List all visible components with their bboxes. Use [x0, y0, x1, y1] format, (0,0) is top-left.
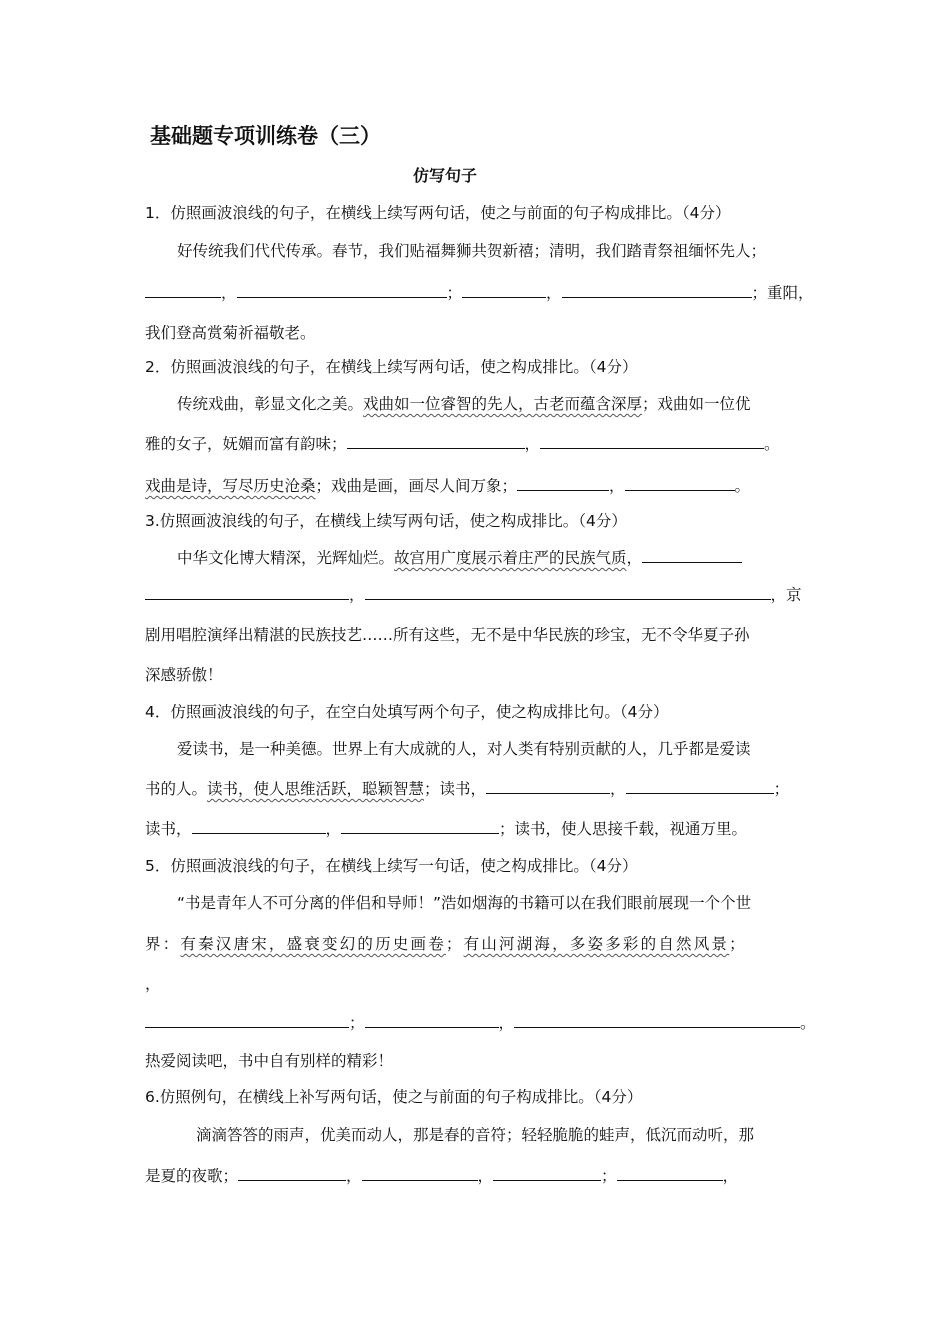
- q5-line5: 热爱阅读吧，书中自有别样的精彩！: [145, 1052, 394, 1070]
- q2-line3: 戏曲是诗，写尽历史沧桑；戏曲是画，画尽人间万象； ， 。: [145, 477, 751, 495]
- answer-blank[interactable]: [192, 818, 326, 834]
- q3-line2: ， ，京: [145, 584, 802, 606]
- q2-line2: 雅的女子，妩媚而富有韵味； ， 。: [145, 435, 780, 453]
- answer-blank[interactable]: [617, 1165, 723, 1181]
- answer-blank[interactable]: [362, 1165, 478, 1181]
- q5-line2: 界：有秦汉唐宋，盛衰变幻的历史画卷；有山河湖海，多姿多彩的自然风景；: [145, 935, 747, 953]
- answer-blank[interactable]: [341, 818, 499, 834]
- answer-blank[interactable]: [237, 282, 447, 298]
- answer-blank[interactable]: [145, 584, 349, 600]
- answer-blank[interactable]: [493, 1165, 601, 1181]
- q6-line2: 是夏的夜歌； ， ， ； ，: [145, 1167, 739, 1185]
- q4-instruction: 4．仿照画波浪线的句子，在空白处填写两个句子，使之构成排比句。（4分）: [145, 703, 669, 721]
- wavy-sentence: 有秦汉唐宋，盛衰变幻的历史画卷: [180, 935, 446, 953]
- answer-blank[interactable]: [562, 282, 752, 298]
- wavy-sentence: 戏曲如一位睿智的先人，古老而蕴含深厚: [363, 395, 643, 413]
- wavy-sentence: 故宫用广度展示着庄严的民族气质: [394, 549, 627, 567]
- answer-blank[interactable]: [517, 475, 609, 491]
- q4-line3: 读书， ， ；读书，使人思接千载，视通万里。: [145, 820, 748, 838]
- q2-instruction: 2．仿照画波浪线的句子，在横线上续写两句话，使之构成排比。（4分）: [145, 358, 638, 376]
- answer-blank[interactable]: [486, 778, 610, 794]
- wavy-sentence: 戏曲是诗，写尽历史沧桑: [145, 477, 316, 495]
- answer-blank[interactable]: [347, 433, 525, 449]
- q2-line1: 传统戏曲，彰显文化之美。戏曲如一位睿智的先人，古老而蕴含深厚；戏曲如一位优: [177, 395, 751, 413]
- answer-blank[interactable]: [145, 282, 221, 298]
- q1-fill-line: ， ； ， ；重阳，: [145, 282, 814, 304]
- q1-end: 我们登高赏菊祈福敬老。: [145, 324, 316, 342]
- page-title: 基础题专项训练卷（三）: [150, 124, 381, 148]
- answer-blank[interactable]: [540, 433, 764, 449]
- q4-line1: 爱读书，是一种美德。世界上有大成就的人，对人类有特别贡献的人，几乎都是爱读: [177, 740, 751, 758]
- q1-instruction: 1．仿照画波浪线的句子，在横线上续写两句话，使之与前面的句子构成排比。（4分）: [145, 204, 731, 222]
- answer-blank[interactable]: [642, 547, 742, 563]
- q1-text: 好传统我们代代传承。春节，我们贴福舞狮共贺新禧；清明，我们踏青祭祖缅怀先人；: [177, 242, 767, 260]
- q5-instruction: 5．仿照画波浪线的句子，在横线上续写一句话，使之构成排比。（4分）: [145, 857, 638, 875]
- q3-line3: 剧用唱腔演绎出精湛的民族技艺……所有这些，无不是中华民族的珍宝，无不令华夏子孙: [145, 626, 750, 644]
- answer-blank[interactable]: [462, 282, 546, 298]
- q5-line3: ，: [145, 975, 161, 993]
- q3-instruction: 3.仿照画波浪线的句子，在横线上续写两句话，使之构成排比。（4分）: [145, 512, 627, 530]
- q6-line1: 滴滴答答的雨声，优美而动人，那是春的音符；轻轻脆脆的蛙声，低沉而动听，那: [196, 1126, 755, 1144]
- q6-instruction: 6.仿照例句，在横线上补写两句话，使之与前面的句子构成排比。（4分）: [145, 1088, 643, 1106]
- q3-line1: 中华文化博大精深，光辉灿烂。故宫用广度展示着庄严的民族气质，: [177, 547, 742, 569]
- wavy-sentence: 读书，使人思维活跃，聪颖智慧: [207, 780, 425, 798]
- q3-line4: 深感骄傲！: [145, 666, 223, 684]
- answer-blank[interactable]: [365, 1012, 499, 1028]
- answer-blank[interactable]: [145, 1012, 349, 1028]
- answer-blank[interactable]: [365, 584, 771, 600]
- wavy-sentence: 有山河湖海，多姿多彩的自然风景: [463, 935, 730, 953]
- section-title: 仿写句子: [413, 166, 478, 185]
- q5-line4: ； ， 。: [145, 1012, 816, 1034]
- answer-blank[interactable]: [238, 1165, 346, 1181]
- q5-line1: “书是青年人不可分离的伴侣和导师！”浩如烟海的书籍可以在我们眼前展现一个个世: [177, 894, 752, 912]
- answer-blank[interactable]: [626, 778, 774, 794]
- q4-line2: 书的人。读书，使人思维活跃，聪颖智慧；读书， ， ；: [145, 780, 790, 798]
- answer-blank[interactable]: [625, 475, 735, 491]
- answer-blank[interactable]: [514, 1012, 800, 1028]
